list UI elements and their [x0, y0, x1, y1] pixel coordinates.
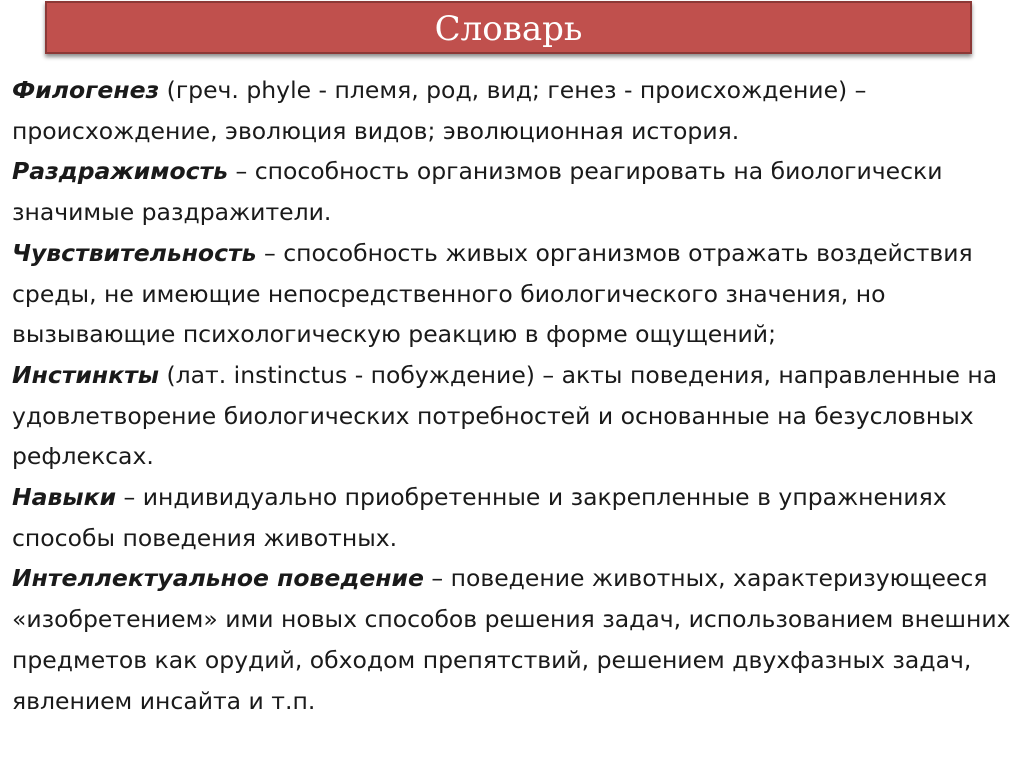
glossary-entry-phylogenesis: [12, 70, 1018, 151]
glossary-definition: (лат. instinctus - побуждение) – акты поведения, направленные на удовлетворение биологических потребностей и основанные на безусловных рефлексах.: [12, 360, 998, 471]
glossary-definition: (греч. phyle - племя, род, вид; генез - происхождение) – происхождение, эволюция видов; эволюционная история.: [12, 76, 867, 145]
glossary-term: Чувствительность: [12, 238, 257, 267]
glossary-definition: – индивидуально приобретенные и закрепленные в упражнениях способы поведения животных.: [12, 483, 947, 552]
glossary-definition: – способность живых организмов отражать воздействия среды, не имеющие непосредственного биологического значения, но вызывающие психологическую реакцию в форме ощущений;: [12, 238, 973, 349]
glossary-term: Инстинкты: [12, 360, 159, 389]
glossary-definition: – поведение животных, характеризующееся «изобретением» ими новых способов решения задач, использованием внешних предметов как орудий, обходом препятствий, решением двухфазных задач, явлением инсайта и т.п.: [12, 564, 1011, 715]
title-banner: [45, 1, 972, 54]
glossary-body: [12, 70, 1018, 721]
glossary-term: Навыки: [12, 483, 117, 512]
glossary-entry-sensitivity: [12, 233, 1018, 355]
glossary-entry-intellectual-behavior: [12, 558, 1018, 721]
glossary-term: Филогенез: [12, 76, 160, 104]
glossary-term: Раздражимость: [12, 157, 229, 186]
glossary-entry-irritability: [12, 151, 1018, 232]
glossary-term: Интеллектуальное поведение: [12, 564, 424, 593]
glossary-entry-instincts: [12, 355, 1018, 477]
page-title: Словарь: [434, 8, 583, 49]
glossary-definition: – способность организмов реагировать на биологически значимые раздражители.: [12, 157, 943, 227]
glossary-entry-skills: [12, 477, 1018, 558]
